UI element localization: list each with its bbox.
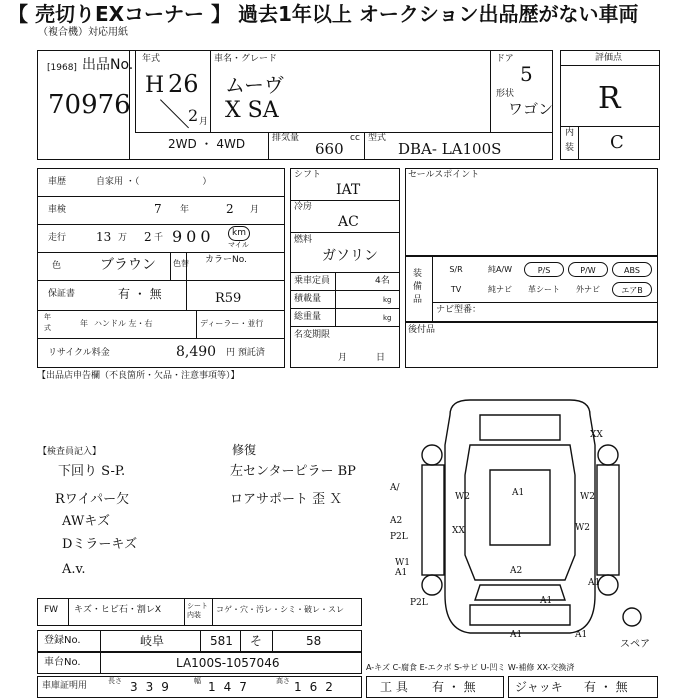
shift-value: IAT: [336, 182, 361, 198]
year-era: H: [145, 73, 165, 98]
diagram-mark: W2: [580, 492, 595, 502]
diagram-right-side: [597, 465, 619, 575]
recycle-value: 8,490: [176, 344, 217, 360]
equipment-item: 純ナビ: [488, 285, 512, 294]
name-change-unit: 月: [338, 353, 348, 363]
warranty-label: 保証書: [48, 289, 76, 299]
diagram-left-side: [422, 465, 444, 575]
exhibitor-note-label: 【出品店申告欄（不良箇所・欠品・注意事項等）】: [37, 371, 240, 381]
diagram-wheel-rl: [422, 575, 442, 595]
diagram-wheel-rr: [598, 575, 618, 595]
registration-number: 58: [306, 634, 322, 648]
spec-col-1: 年: [80, 319, 88, 328]
shift-label: シフト: [294, 170, 322, 180]
load-label: 積載量: [294, 294, 322, 304]
inspector-note-4: Dミラーキズ: [62, 537, 138, 552]
year-month-unit: 月: [199, 117, 209, 127]
diagram-body-outline: [445, 400, 595, 633]
history-value: 自家用 ・（ ）: [96, 177, 212, 187]
inspector-note-8: ロアサポート 歪 Ｘ: [230, 492, 343, 507]
displacement-value: 660: [315, 140, 344, 158]
diagram-rear-window: [480, 415, 560, 440]
fuel-value: ガソリン: [322, 248, 378, 264]
recycle-unit: 円 預託済: [226, 348, 265, 358]
diagram-mark: P2L: [390, 532, 408, 542]
model-label: 車名・グレード: [214, 54, 278, 64]
dims-length: 339: [130, 680, 177, 694]
dims-height-label: 高さ: [276, 677, 290, 685]
shape-value: ワゴン: [508, 100, 554, 118]
model-name: ムーヴ: [225, 73, 284, 97]
inspector-note-5: A.v.: [62, 562, 86, 577]
diagram-mark: A/: [390, 483, 400, 493]
jack-value: 有 ・ 無: [584, 680, 628, 694]
seat-text: コゲ・穴・汚レ・シミ・破レ・スレ: [216, 605, 344, 614]
name-change-label: 名変期限: [294, 330, 331, 340]
history-label: 車歴: [48, 177, 67, 187]
mileage-man: 13: [96, 230, 112, 244]
diagram-mark: A1: [395, 568, 408, 578]
diagram-mark: A1: [588, 578, 601, 588]
inspection-year-unit: 年: [180, 205, 190, 215]
equipment-item: 純A/W: [487, 265, 513, 274]
capacity-value: 4名: [375, 276, 390, 286]
after-fit-block: [405, 322, 658, 368]
color-value: ブラウン: [100, 257, 156, 273]
inspector-note-6: 修復: [232, 443, 257, 457]
aircon-label: 冷房: [294, 202, 313, 212]
form-sub-note: （複合機）対応用紙: [38, 27, 128, 38]
mileage-sen-unit: 千: [154, 233, 164, 243]
diagram-wheel-fl: [422, 445, 442, 465]
inspector-note-1: 下回り S-P.: [58, 464, 126, 479]
car-damage-diagram: [390, 395, 635, 640]
type-value: DBA- LA100S: [398, 140, 502, 158]
diagram-roof: [490, 470, 550, 545]
gross-unit: kg: [383, 314, 392, 322]
diagram-mark: W2: [455, 492, 470, 502]
sales-point-label: セールスポイント: [408, 170, 480, 180]
displacement-unit: cc: [350, 133, 360, 143]
interior-value: C: [610, 132, 624, 153]
equipment-item: エアB: [612, 282, 652, 297]
registration-label: 登録No.: [44, 635, 81, 646]
dims-length-label: 長さ: [108, 677, 122, 685]
dims-height: 162: [294, 680, 341, 694]
year-value: 26: [168, 70, 199, 98]
fw-label: FW: [44, 605, 59, 615]
gross-label: 総重量: [294, 312, 322, 322]
equipment-item: P/W: [568, 262, 608, 277]
equipment-item: S/R: [449, 265, 463, 274]
model-grade: X SA: [225, 98, 279, 123]
mileage-label: 走行: [48, 233, 67, 243]
registration-kana: そ: [250, 634, 263, 648]
score-value: R: [598, 81, 621, 116]
color-change-label: 色替: [173, 259, 189, 268]
aircon-value: AC: [338, 214, 359, 230]
chassis-value: LA100S-1057046: [176, 656, 280, 670]
jack-label: ジャッキ: [515, 680, 563, 694]
registration-region: 岐阜: [140, 634, 165, 648]
lot-label: 出品No.: [82, 57, 134, 73]
lot-number: 70976: [48, 90, 131, 120]
displacement-label: 排気量: [272, 133, 300, 143]
registration-class: 581: [210, 634, 233, 648]
equipment-label: 装備品: [413, 269, 423, 305]
diagram-mark: W1: [395, 558, 410, 568]
page-title: 【 売切りEXコーナー 】 過去1年以上 オークション出品歴がない車両: [8, 2, 639, 26]
diagram-mark: A1: [575, 630, 588, 640]
diagram-mark: W2: [575, 523, 590, 533]
sales-point-block: [405, 168, 658, 256]
doors-label: ドア: [496, 54, 514, 64]
warranty-value: 有 ・ 無: [118, 287, 162, 301]
inspector-note-7: 左センターピラー BP: [230, 464, 356, 479]
inspection-year: 7: [154, 202, 162, 216]
load-unit: kg: [383, 296, 392, 304]
recycle-label: リサイクル料金: [48, 348, 110, 358]
shape-label: 形状: [496, 89, 515, 99]
color-no-label: カラーNo.: [205, 255, 247, 265]
capacity-label: 乗車定員: [294, 276, 331, 286]
color-label: 色: [52, 261, 62, 271]
diagram-mark: A2: [510, 566, 523, 576]
diagram-cabin: [465, 445, 575, 580]
interior-label-1: 内: [565, 128, 575, 138]
fuel-label: 燃料: [294, 235, 313, 245]
equipment-item: 革シート: [528, 285, 560, 294]
chassis-label: 車台No.: [44, 657, 81, 668]
drive-value: 2WD ・ 4WD: [168, 137, 246, 151]
fw-text: キズ・ヒビ石・割レX: [74, 605, 161, 615]
inspector-note-2: Rワイパー欠: [55, 492, 130, 507]
mileage-mile-label: マイル: [228, 241, 249, 249]
color-no-value: R59: [215, 291, 242, 306]
dims-width: 147: [208, 680, 255, 694]
dims-width-label: 幅: [194, 677, 201, 685]
tools-label: 工 具: [380, 680, 408, 694]
interior-label-2: 装: [565, 143, 575, 153]
inspection-month: 2: [226, 202, 234, 216]
navi-label: ナビ型番：: [436, 305, 482, 315]
equipment-item: TV: [450, 285, 462, 294]
diagram-hood: [470, 605, 570, 625]
mileage-sen: 2: [144, 230, 152, 244]
doors-value: 5: [520, 62, 533, 86]
tools-value: 有 ・ 無: [432, 680, 476, 694]
inspection-month-unit: 月: [250, 205, 260, 215]
diagram-mark: A1: [512, 488, 525, 498]
damage-legend: A-キズ C-腐食 E-エクボ S-サビ U-凹ミ W-補修 XX-交換済: [366, 663, 575, 672]
diagram-mark: A1: [510, 630, 523, 640]
name-change-unit2: 日: [376, 353, 386, 363]
equipment-item: P/S: [524, 262, 564, 277]
inspection-label: 車検: [48, 205, 67, 215]
diagram-mark: A1: [540, 596, 553, 606]
diagram-mark: XX: [590, 430, 603, 440]
diagram-mark: A2: [390, 516, 403, 526]
year-month: 2: [188, 106, 199, 125]
type-label: 型式: [368, 133, 387, 143]
diagram-spare: [623, 608, 641, 626]
spec-col-3: ディーラー・並行: [200, 319, 264, 328]
equipment-item: 外ナビ: [576, 285, 600, 294]
seat-label: シート内装: [187, 602, 208, 619]
inspector-note-3: AWキズ: [62, 514, 110, 529]
diagram-mark: P2L: [410, 598, 428, 608]
diagram-mark: XX: [452, 526, 465, 536]
mileage-man-unit: 万: [118, 233, 128, 243]
after-fit-label: 後付品: [408, 325, 436, 335]
mileage-km-badge: km: [228, 226, 250, 241]
dims-label: 車庫証明用: [42, 681, 88, 691]
equipment-item: ABS: [612, 262, 652, 277]
diagram-wheel-fr: [598, 445, 618, 465]
inspector-label: 【検査員記入】: [38, 447, 102, 457]
score-label: 評価点: [595, 53, 623, 63]
mileage-rest: 900: [172, 227, 215, 246]
spec-label-1: 年: [44, 313, 51, 321]
year-label: 年式: [142, 54, 161, 64]
lot-bracket: [1968]: [47, 63, 77, 73]
spec-col-2: ハンドル 左・右: [94, 319, 153, 328]
spec-label-2: 式: [44, 324, 51, 332]
spare-label: スペア: [620, 639, 650, 650]
